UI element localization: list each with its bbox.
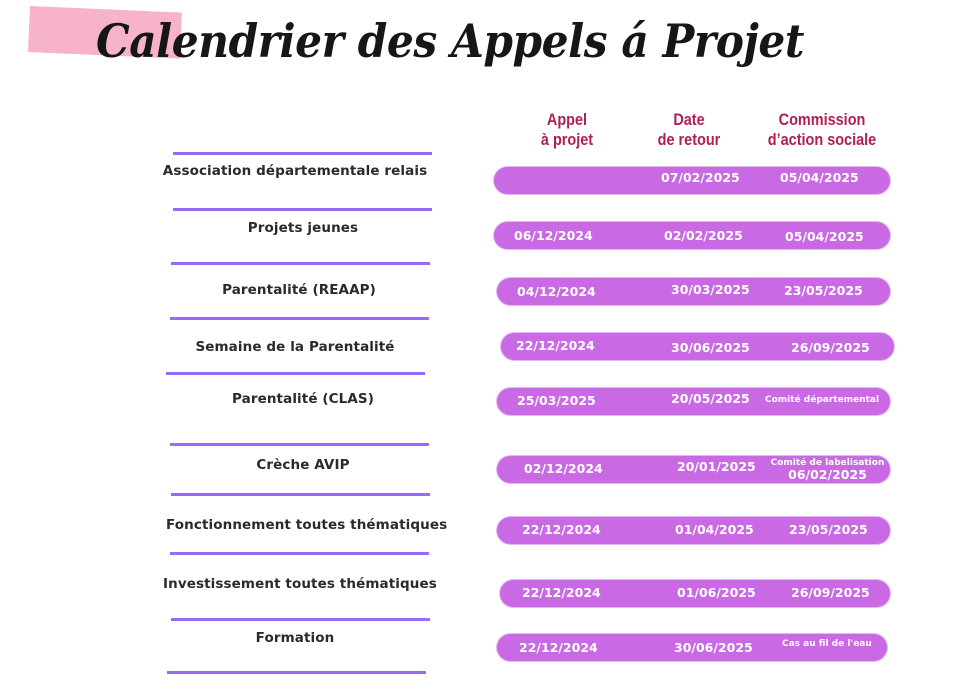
cell-appel: 22/12/2024 xyxy=(519,640,598,655)
cell-retour: 30/06/2025 xyxy=(671,340,750,355)
row-label: Fonctionnement toutes thématiques xyxy=(166,517,448,533)
row-label: Association départementale relais xyxy=(162,163,428,179)
cell-retour: 01/06/2025 xyxy=(677,585,756,600)
column-header-line: Commission xyxy=(778,110,866,129)
cell-retour: 20/05/2025 xyxy=(671,391,750,406)
commission-label: Comité de labelisation xyxy=(770,458,885,468)
cell-appel: 02/12/2024 xyxy=(524,461,603,476)
row-label: Investissement toutes thématiques xyxy=(163,576,437,592)
column-header-line: de retour xyxy=(657,130,721,149)
row-label: Parentalité (CLAS) xyxy=(231,391,374,407)
row-divider xyxy=(170,552,429,555)
row-divider xyxy=(170,443,429,446)
cell-appel: 22/12/2024 xyxy=(516,338,595,353)
row-divider xyxy=(173,152,432,155)
row-divider xyxy=(167,671,426,674)
cell-retour: 02/02/2025 xyxy=(664,228,743,243)
cell-commission xyxy=(770,457,885,481)
cell-appel: 04/12/2024 xyxy=(517,284,596,299)
column-header-appel xyxy=(520,110,614,150)
column-header-line: d’action sociale xyxy=(767,130,877,149)
cell-appel: 06/12/2024 xyxy=(514,228,593,243)
cell-retour: 07/02/2025 xyxy=(661,170,740,185)
cell-retour: 20/01/2025 xyxy=(677,459,756,474)
row-label: Crèche AVIP xyxy=(256,457,350,473)
cell-commission: Comité départemental xyxy=(765,395,880,405)
cell-commission: Cas au fil de l'eau xyxy=(782,639,872,649)
row-divider xyxy=(166,372,425,375)
row-divider xyxy=(171,618,430,621)
row-divider xyxy=(171,262,430,265)
row-label: Semaine de la Parentalité xyxy=(195,339,395,355)
row-divider xyxy=(173,208,432,211)
cell-commission: 23/05/2025 xyxy=(789,522,868,537)
column-header-line: Appel xyxy=(546,110,588,129)
row-divider xyxy=(171,493,430,496)
page-title: Calendrier des Appels á Projet xyxy=(96,14,804,68)
cell-appel: 22/12/2024 xyxy=(522,585,601,600)
cell-commission: 05/04/2025 xyxy=(785,229,864,244)
cell-commission: 26/09/2025 xyxy=(791,585,870,600)
row-divider xyxy=(170,317,429,320)
column-header-retour xyxy=(642,110,736,150)
row-label: Parentalité (REAAP) xyxy=(222,282,376,298)
cell-retour: 30/03/2025 xyxy=(671,282,750,297)
column-header-line: Date xyxy=(673,110,705,129)
cell-commission: 26/09/2025 xyxy=(791,340,870,355)
column-header-commission xyxy=(763,110,882,150)
row-label: Formation xyxy=(255,630,335,646)
cell-retour: 01/04/2025 xyxy=(675,522,754,537)
row-label: Projets jeunes xyxy=(247,220,359,236)
column-header-line: à projet xyxy=(540,130,594,149)
cell-appel: 22/12/2024 xyxy=(522,522,601,537)
cell-commission: 23/05/2025 xyxy=(784,283,863,298)
cell-commission: 05/04/2025 xyxy=(780,170,859,185)
cell-retour: 30/06/2025 xyxy=(674,640,753,655)
commission-date: 06/02/2025 xyxy=(788,467,867,482)
cell-appel: 25/03/2025 xyxy=(517,393,596,408)
